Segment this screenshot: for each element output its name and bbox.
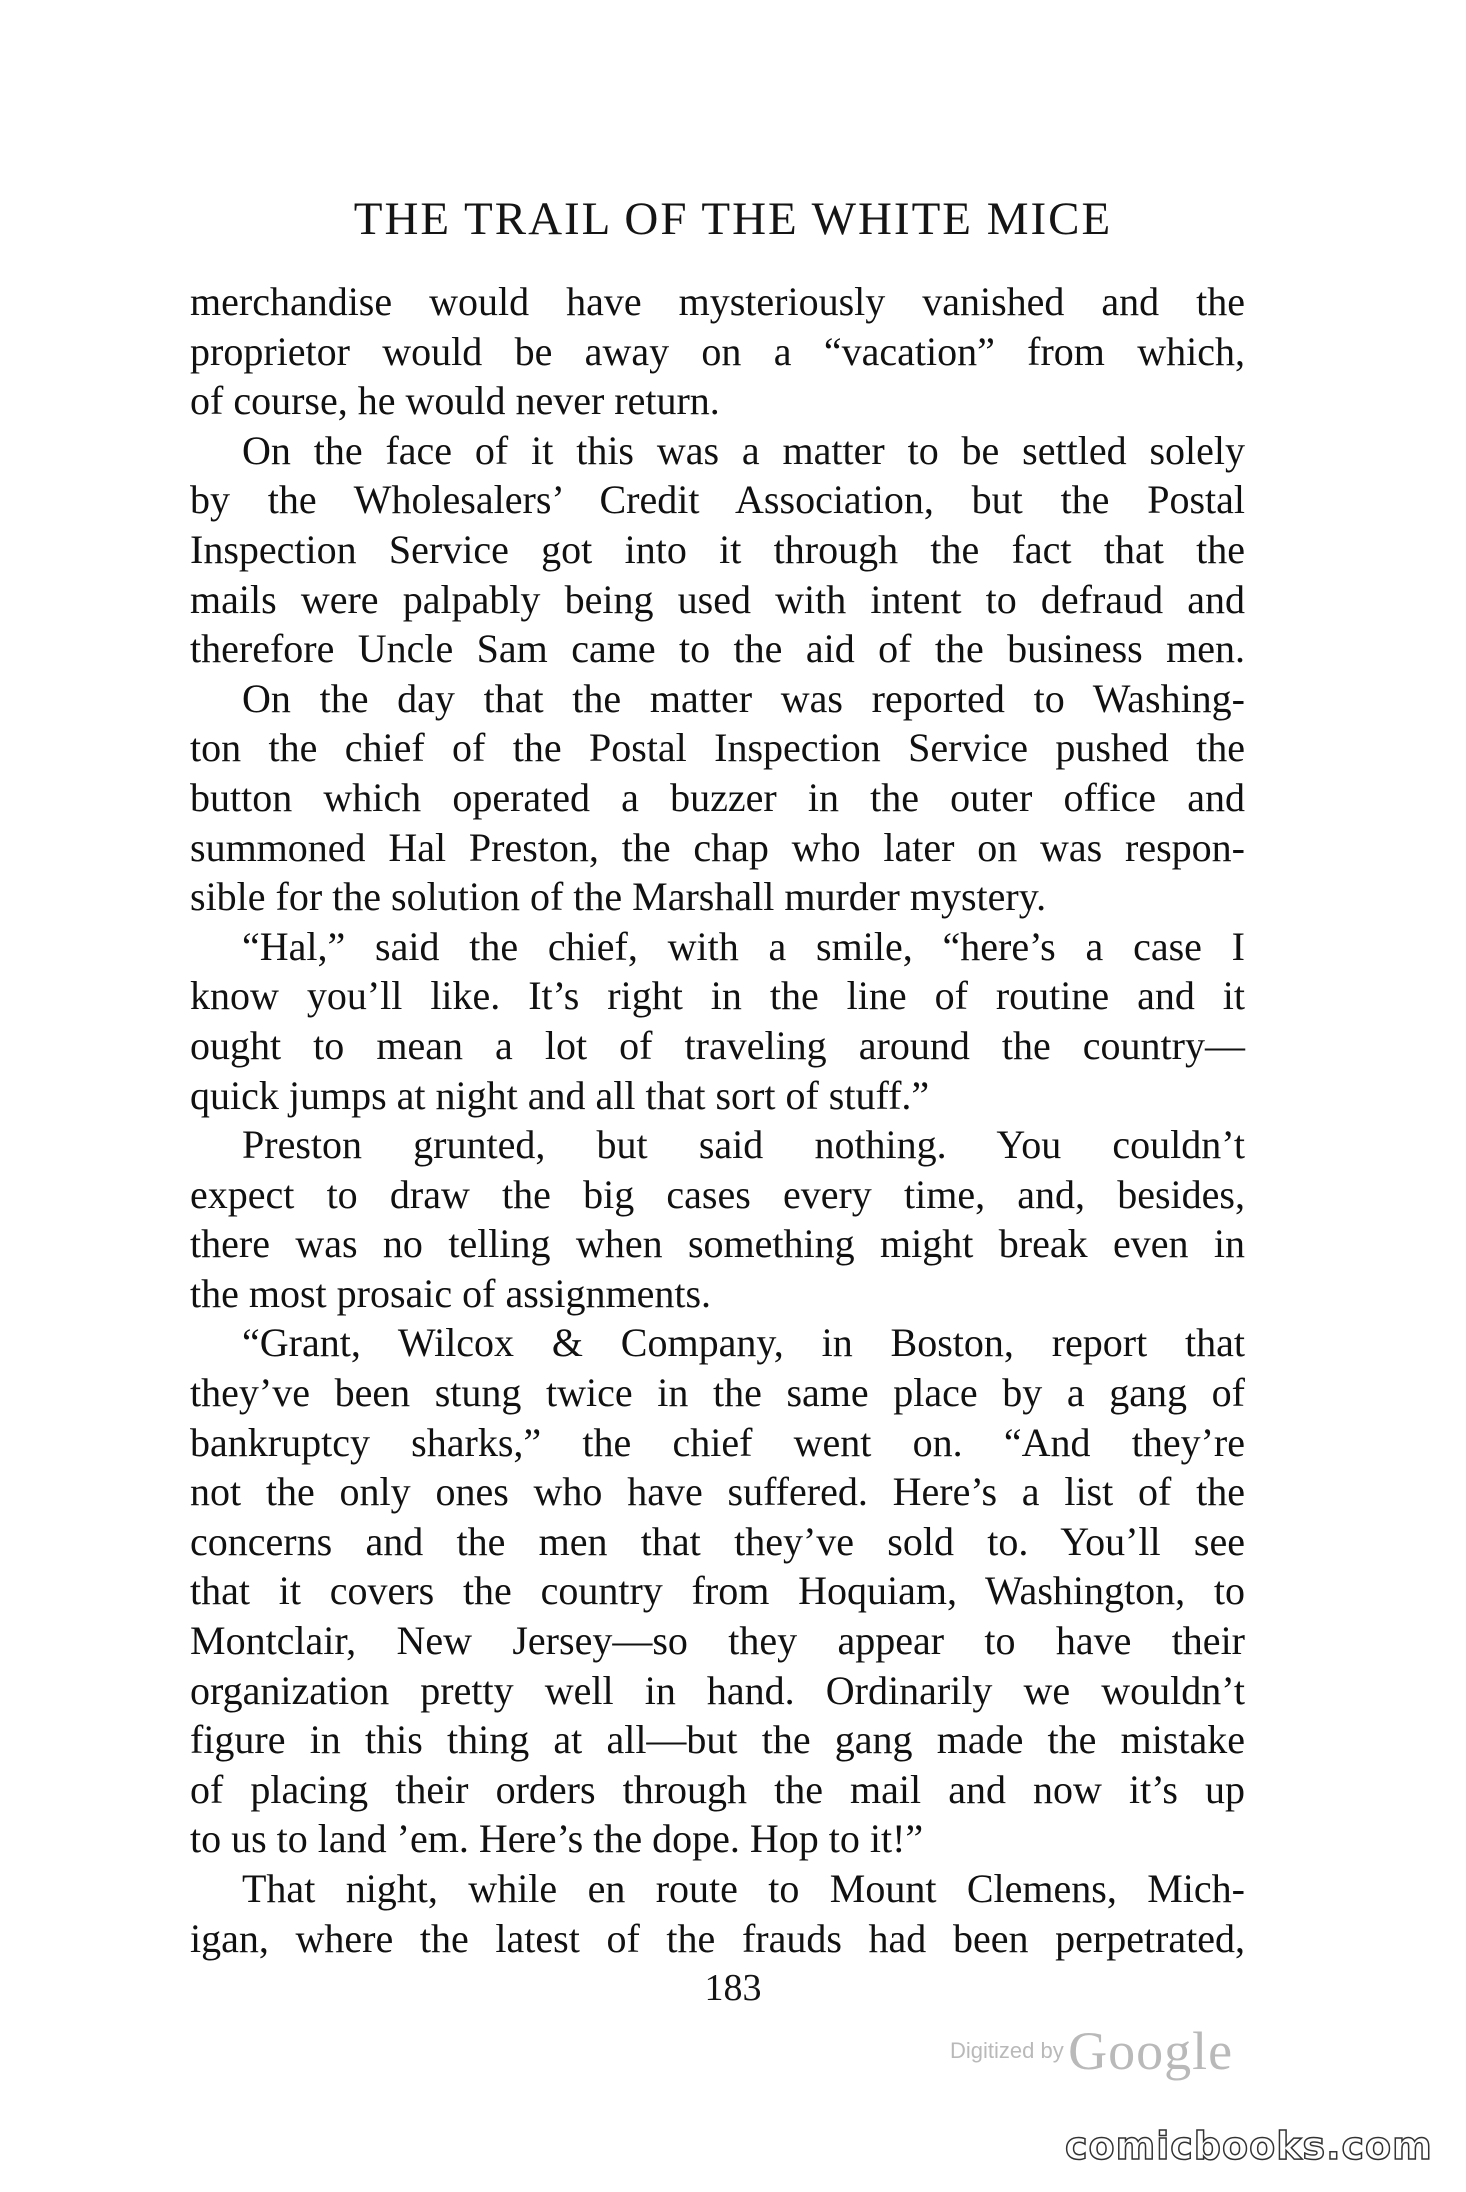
text-line: they’ve been stung twice in the same place by a gang of [190, 1370, 1245, 1416]
text-line: sible for the solution of the Marshall murder mystery. [190, 874, 1047, 920]
text-line: merchandise would have mysteriously vanished and the [190, 279, 1245, 324]
text-line: to us to land ’em. Here’s the dope. Hop to it!” [190, 1816, 924, 1862]
digitized-prefix: Digitized by [950, 2038, 1064, 2063]
text-line: of course, he would never return. [190, 378, 720, 424]
text-line: by the Wholesalers’ Credit Association, but the Postal [190, 477, 1245, 523]
text-line: On the day that the matter was reported to Washing- [242, 675, 1245, 721]
text-line: know you’ll like. It’s right in the line of routine and it [190, 973, 1245, 1019]
text-line: not the only ones who have suffered. Here’s a list of the [190, 1469, 1245, 1515]
text-line: therefore Uncle Sam came to the aid of the business men. [190, 626, 1245, 672]
text-line: that it covers the country from Hoquiam, Washington, to [190, 1568, 1245, 1614]
running-head: THE TRAIL OF THE WHITE MICE [353, 193, 1113, 245]
page-number: 183 [704, 1967, 762, 2009]
text-line: That night, while en route to Mount Clemens, Mich- [242, 1866, 1245, 1911]
text-line: concerns and the men that they’ve sold to. You’ll see [190, 1518, 1245, 1564]
digitized-by-stamp [950, 2020, 1233, 2082]
text-line: organization pretty well in hand. Ordinarily we wouldn’t [190, 1667, 1245, 1713]
text-line: Preston grunted, but said nothing. You couldn’t [242, 1122, 1245, 1168]
text-line: ought to mean a lot of traveling around the country— [190, 1022, 1245, 1068]
text-line: proprietor would be away on a “vacation” from which, [190, 328, 1245, 374]
body-text [190, 277, 1245, 1963]
text-line: bankruptcy sharks,” the chief went on. “And they’re [190, 1419, 1245, 1465]
google-logo: Google [1068, 2021, 1234, 2081]
text-line: Montclair, New Jersey—so they appear to have their [190, 1618, 1245, 1664]
text-line: ton the chief of the Postal Inspection Service pushed the [190, 725, 1245, 771]
text-line: On the face of it this was a matter to be settled solely [242, 427, 1245, 473]
text-line: summoned Hal Preston, the chap who later on was respon- [190, 824, 1245, 870]
text-line: of placing their orders through the mail and now it’s up [190, 1766, 1245, 1812]
text-line: mails were palpably being used with intent to defraud and [190, 576, 1245, 622]
text-line: “Grant, Wilcox & Company, in Boston, report that [242, 1320, 1245, 1366]
text-line: Inspection Service got into it through the fact that the [190, 526, 1245, 572]
text-line: “Hal,” said the chief, with a smile, “here’s a case I [242, 923, 1245, 969]
site-watermark: comicbooks.com [1065, 2124, 1433, 2168]
text-line: quick jumps at night and all that sort of stuff.” [190, 1072, 930, 1118]
text-line: button which operated a buzzer in the outer office and [190, 774, 1245, 820]
text-line: the most prosaic of assignments. [190, 1270, 712, 1316]
text-line: expect to draw the big cases every time, and, besides, [190, 1171, 1245, 1217]
text-line: figure in this thing at all—but the gang made the mistake [190, 1717, 1245, 1763]
text-line: there was no telling when something might break even in [190, 1221, 1245, 1267]
text-line: igan, where the latest of the frauds had been perpetrated, [190, 1915, 1245, 1961]
